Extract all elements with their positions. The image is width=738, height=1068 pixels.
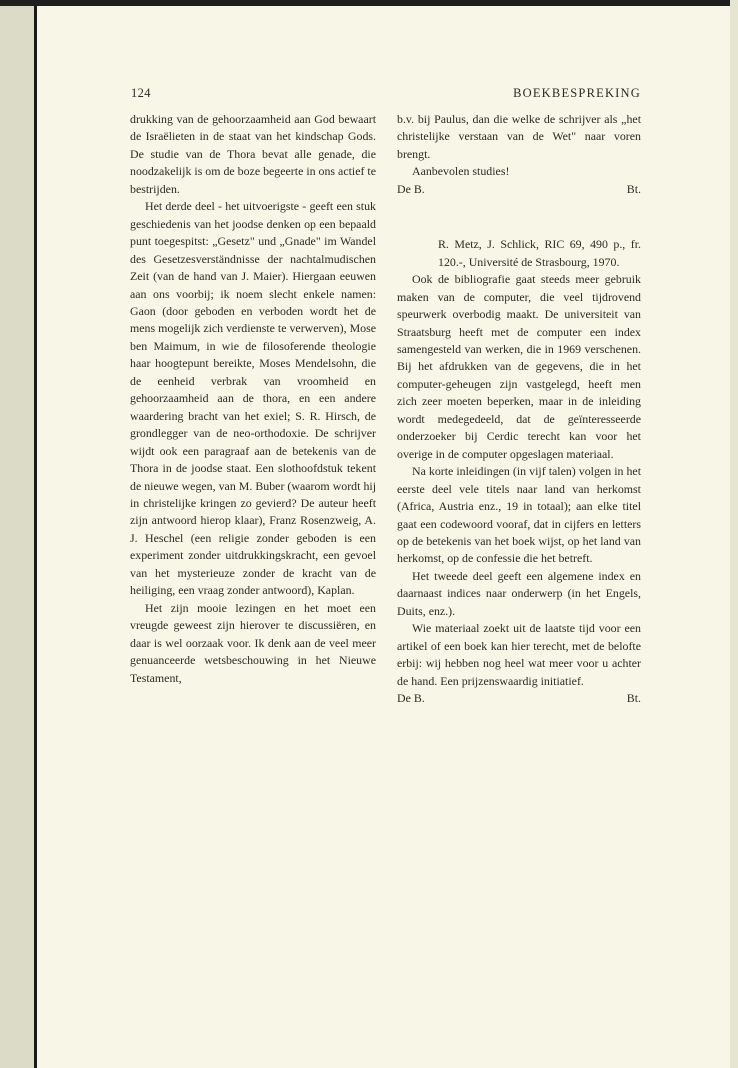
signature-2-initials: Bt. <box>626 691 641 706</box>
scan-binding-edge <box>34 6 37 1068</box>
right-paragraph-2: Ook de bibliografie gaat steeds meer gebruik maken van de computer, die veel tijdrovend speurwerk overbodig maakt. De universiteit van Straatsburg heeft met de computer een index samengesteld van werken, die in 1969 verschenen. Bij het afdrukken van de gegevens, die in het computer-geheugen zijn vastgelegd, heeft men zich zeer moeten beperken, maar in de inleiding wordt medegedeeld, dat de geïnteresseerde onderzoeker bij Cerdic terecht kan voor het overige in de computer opgeslagen materiaal. <box>397 272 641 461</box>
signature-1-initials: Bt. <box>626 181 641 196</box>
signature-2 <box>397 690 641 707</box>
right-paragraph-3: Na korte inleidingen (in vijf talen) volgen in het eerste deel vele titels naar land van herkomst (Africa, Austria enz., 19 in totaal); aan elke titel gaat een codewoord vooraf, dat in cijfers en letters op de betekenis van het boek wijst, op het land van herkomst, op de confessie die het betreft. <box>397 464 641 566</box>
closing-remark: Aanbevolen studies! <box>412 164 510 179</box>
signature-1 <box>397 181 641 198</box>
right-paragraph-5: Wie materiaal zoekt uit de laatste tijd voor een artikel of een boek kan hier terecht, met de belofte erbij: wij hebben nog heel wat meer voor u achter de hand. Een prijzenswaardig initiatief. <box>397 621 641 688</box>
page-number: 124 <box>131 86 151 100</box>
left-column <box>130 111 376 687</box>
scan-top-edge <box>0 0 738 6</box>
right-column <box>397 111 641 708</box>
left-paragraph-3: Het zijn mooie lezingen en het moet een vreugde geweest zijn hierover te discussiëren, en daar is wel oorzaak voor. Ik denk aan de veel meer genuanceerde wetsbeschouwing in het Nieuwe Testament, <box>130 600 376 685</box>
signature-2-name: De B. <box>397 691 425 706</box>
running-head <box>131 86 641 102</box>
review-heading: R. Metz, J. Schlick, RIC 69, 490 p., fr. 120.-, Université de Strasbourg, 1970. <box>438 237 641 269</box>
right-paragraph-4: Het tweede deel geeft een algemene index en daarnaast indices naar onderwerp (in het Engels, Duits, enz.). <box>397 568 641 618</box>
section-gap <box>397 198 641 216</box>
section-title: BOEKBESPREKING <box>513 86 641 100</box>
left-paragraph-2: Het derde deel - het uitvoerigste - geeft een stuk geschiedenis van het joodse denken op een bepaald punt toegespitst: „Gesetz" und „Gnade" im Wandel des Gesetzesverständnisse der nachtalmudischen Zeit (van de hand van J. Maier). Hiergaan eeuwen aan ons voorbij; ik noem slecht enkele namen: Gaon (door geboden en verboden wordt het de mens mogelijk zich verdienste te verwerven), Mose ben Maimum, in wie de filosoferende theologie haar hoogtepunt bereikte, Moses Mendelsohn, die de eenheid verbrak van vroomheid en gehoorzaamheid aan de thora, en een andere waardering bracht van het exiel; S. R. Hirsch, de grondlegger van de neo-orthodoxie. De schrijver wijdt ook een paragraaf aan de betekenis van de Thora in de joodse staat. Een slothoofdstuk tekent de nieuwe wegen, van M. Buber (waarom wordt hij in christelijke kringen zo gevierd? De auteur heeft zijn antwoord hierop klaar), Franz Rosenzweig, A. J. Heschel (een religie zonder geboden is een experiment zonder uitdrukkingskracht, een gevoel van het mysterieuze zonder de kracht van de heiliging, een vraag zonder antwoord), Kaplan. <box>130 199 376 598</box>
signature-1-name: De B. <box>397 181 425 196</box>
left-paragraph-1: drukking van de gehoorzaamheid aan God bewaart de Israëlieten in de staat van het kindschap Gods. De studie van de Thora bevat alle genade, die noodzakelijk is om de boze begeerte in ons actief te bestrijden. <box>130 112 376 196</box>
scan-right-margin <box>730 0 738 1068</box>
right-paragraph-1: b.v. bij Paulus, dan die welke de schrijver als „het christelijke verstaan van de Wet" naar voren brengt. <box>397 112 641 161</box>
scan-left-margin <box>0 0 36 1068</box>
